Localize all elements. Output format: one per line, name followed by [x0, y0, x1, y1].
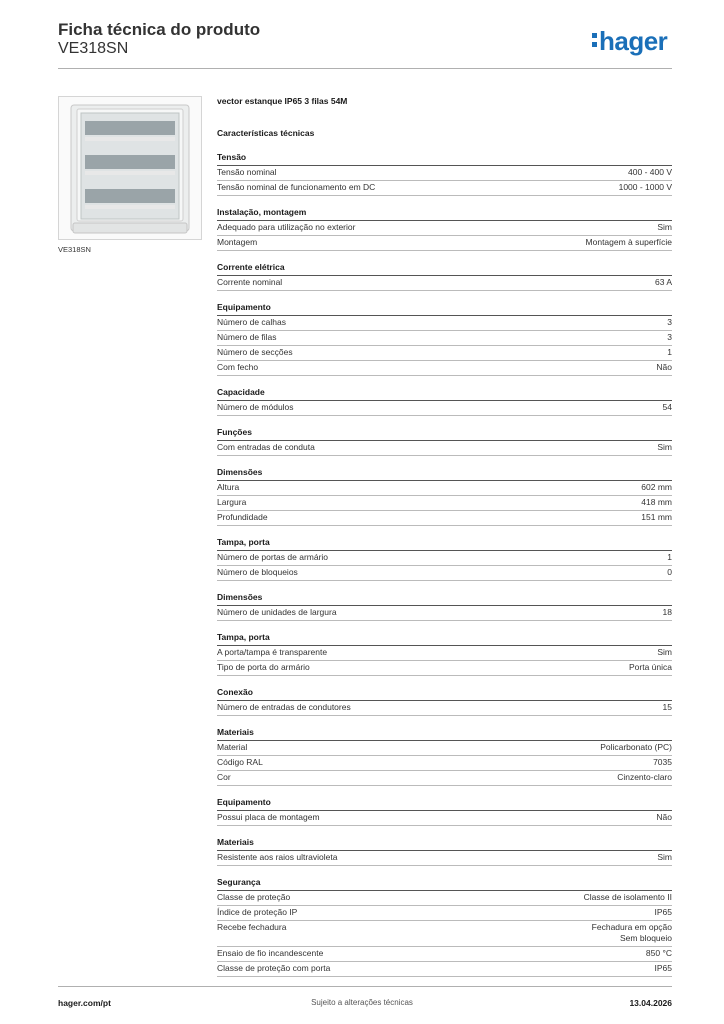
- section-title: Capacidade: [217, 387, 672, 401]
- spec-section: [217, 152, 672, 196]
- spec-label: Recebe fechadura: [217, 922, 287, 932]
- spec-row: [217, 851, 672, 866]
- spec-row: [217, 551, 672, 566]
- spec-label: Número de secções: [217, 347, 293, 357]
- spec-label: Possui placa de montagem: [217, 812, 320, 822]
- spec-value: 418 mm: [641, 497, 672, 507]
- spec-value: 18: [662, 607, 672, 617]
- distribution-board-image: [59, 97, 201, 239]
- section-title: Dimensões: [217, 467, 672, 481]
- section-title: Tampa, porta: [217, 537, 672, 551]
- spec-value: 0: [667, 567, 672, 577]
- spec-value: IP65: [654, 907, 672, 917]
- spec-row: [217, 511, 672, 526]
- spec-value: Sim: [657, 222, 672, 232]
- spec-section: [217, 727, 672, 786]
- spec-row: [217, 441, 672, 456]
- spec-section: [217, 687, 672, 716]
- spec-label: Corrente nominal: [217, 277, 283, 287]
- spec-row: [217, 947, 672, 962]
- spec-label: Adequado para utilização no exterior: [217, 222, 356, 232]
- spec-label: Número de filas: [217, 332, 277, 342]
- spec-row: [217, 701, 672, 716]
- spec-row: [217, 921, 672, 947]
- spec-label: Tipo de porta do armário: [217, 662, 310, 672]
- spec-value: 1: [667, 347, 672, 357]
- spec-row: [217, 276, 672, 291]
- spec-row: [217, 606, 672, 621]
- spec-label: Largura: [217, 497, 247, 507]
- spec-row: [217, 361, 672, 376]
- logo-dots-icon: [592, 33, 597, 51]
- spec-label: Resistente aos raios ultravioleta: [217, 852, 338, 862]
- spec-value: 1: [667, 552, 672, 562]
- spec-sections: [217, 152, 672, 977]
- spec-label: Altura: [217, 482, 240, 492]
- spec-label: Classe de proteção com porta: [217, 963, 331, 973]
- spec-label: Índice de proteção IP: [217, 907, 298, 917]
- spec-label: Número de bloqueios: [217, 567, 298, 577]
- product-image: [58, 96, 202, 240]
- spec-value: Policarbonato (PC): [600, 742, 672, 752]
- spec-row: [217, 962, 672, 977]
- spec-value: 1000 - 1000 V: [618, 182, 672, 192]
- spec-section: [217, 427, 672, 456]
- spec-row: [217, 741, 672, 756]
- spec-row: [217, 891, 672, 906]
- spec-value: Sim: [657, 442, 672, 452]
- spec-row: [217, 496, 672, 511]
- spec-label: Classe de proteção: [217, 892, 291, 902]
- hager-logo[interactable]: [592, 26, 667, 57]
- spec-row: [217, 401, 672, 416]
- spec-value: Não: [656, 362, 672, 372]
- page-title: Ficha técnica do produto: [58, 20, 261, 39]
- spec-label: Ensaio de fio incandescente: [217, 948, 324, 958]
- logo-text: hager: [599, 26, 668, 56]
- section-title: Segurança: [217, 877, 672, 891]
- spec-value: Cinzento-claro: [617, 772, 672, 782]
- spec-value: 54: [662, 402, 672, 412]
- spec-value: 3: [667, 332, 672, 342]
- spec-section: [217, 632, 672, 676]
- spec-row: [217, 646, 672, 661]
- spec-row: [217, 316, 672, 331]
- spec-section: [217, 262, 672, 291]
- spec-value: 850 °C: [645, 948, 672, 958]
- spec-section: [217, 837, 672, 866]
- tech-heading: Características técnicas: [217, 128, 315, 138]
- spec-value: 7035: [653, 757, 672, 767]
- spec-section: [217, 797, 672, 826]
- spec-value: Sim: [657, 852, 672, 862]
- spec-section: [217, 467, 672, 526]
- spec-label: Profundidade: [217, 512, 268, 522]
- spec-label: Número de módulos: [217, 402, 294, 412]
- spec-row: [217, 811, 672, 826]
- spec-value: Porta única: [629, 662, 672, 672]
- spec-row: [217, 661, 672, 676]
- product-code: VE318SN: [58, 40, 129, 57]
- spec-value: 400 - 400 V: [628, 167, 672, 177]
- spec-row: [217, 166, 672, 181]
- spec-value: Classe de isolamento II: [583, 892, 672, 902]
- spec-value: Não: [656, 812, 672, 822]
- spec-label: Tensão nominal: [217, 167, 277, 177]
- spec-label: Código RAL: [217, 757, 263, 767]
- spec-label: Com entradas de conduta: [217, 442, 315, 452]
- footer-divider: [58, 986, 672, 987]
- spec-row: [217, 481, 672, 496]
- spec-row: [217, 221, 672, 236]
- spec-row: [217, 181, 672, 196]
- spec-value: Sim: [657, 647, 672, 657]
- section-title: Dimensões: [217, 592, 672, 606]
- spec-label: A porta/tampa é transparente: [217, 647, 328, 657]
- spec-label: Tensão nominal de funcionamento em DC: [217, 182, 376, 192]
- section-title: Materiais: [217, 837, 672, 851]
- product-description: vector estanque IP65 3 filas 54M: [217, 96, 348, 106]
- spec-section: [217, 387, 672, 416]
- section-title: Conexão: [217, 687, 672, 701]
- footer-disclaimer: Sujeito a alterações técnicas: [311, 998, 413, 1007]
- spec-row: [217, 346, 672, 361]
- section-title: Corrente elétrica: [217, 262, 672, 276]
- spec-label: Número de calhas: [217, 317, 286, 327]
- footer-website-link[interactable]: hager.com/pt: [58, 998, 111, 1008]
- spec-row: [217, 566, 672, 581]
- spec-value: 151 mm: [641, 512, 672, 522]
- spec-value: 602 mm: [641, 482, 672, 492]
- spec-row: [217, 331, 672, 346]
- footer-date: 13.04.2026: [629, 998, 672, 1008]
- spec-section: [217, 207, 672, 251]
- spec-value: Fechadura em opção Sem bloqueio: [591, 922, 672, 943]
- spec-label: Montagem: [217, 237, 258, 247]
- spec-value: Montagem à superfície: [585, 237, 672, 247]
- section-title: Equipamento: [217, 302, 672, 316]
- spec-value: IP65: [654, 963, 672, 973]
- section-title: Equipamento: [217, 797, 672, 811]
- spec-value: 63 A: [654, 277, 672, 287]
- section-title: Tampa, porta: [217, 632, 672, 646]
- spec-row: [217, 771, 672, 786]
- spec-value: 3: [667, 317, 672, 327]
- spec-label: Número de unidades de largura: [217, 607, 337, 617]
- spec-section: [217, 302, 672, 376]
- section-title: Instalação, montagem: [217, 207, 672, 221]
- spec-section: [217, 537, 672, 581]
- spec-row: [217, 236, 672, 251]
- section-title: Funções: [217, 427, 672, 441]
- spec-value: 15: [662, 702, 672, 712]
- spec-section: [217, 877, 672, 977]
- header-divider: [58, 68, 672, 69]
- spec-label: Material: [217, 742, 248, 752]
- section-title: Tensão: [217, 152, 672, 166]
- spec-section: [217, 592, 672, 621]
- spec-row: [217, 756, 672, 771]
- spec-label: Cor: [217, 772, 231, 782]
- spec-label: Número de portas de armário: [217, 552, 329, 562]
- spec-row: [217, 906, 672, 921]
- spec-content: [217, 96, 672, 988]
- spec-label: Com fecho: [217, 362, 259, 372]
- section-title: Materiais: [217, 727, 672, 741]
- spec-label: Número de entradas de condutores: [217, 702, 351, 712]
- image-caption: VE318SN: [58, 245, 91, 254]
